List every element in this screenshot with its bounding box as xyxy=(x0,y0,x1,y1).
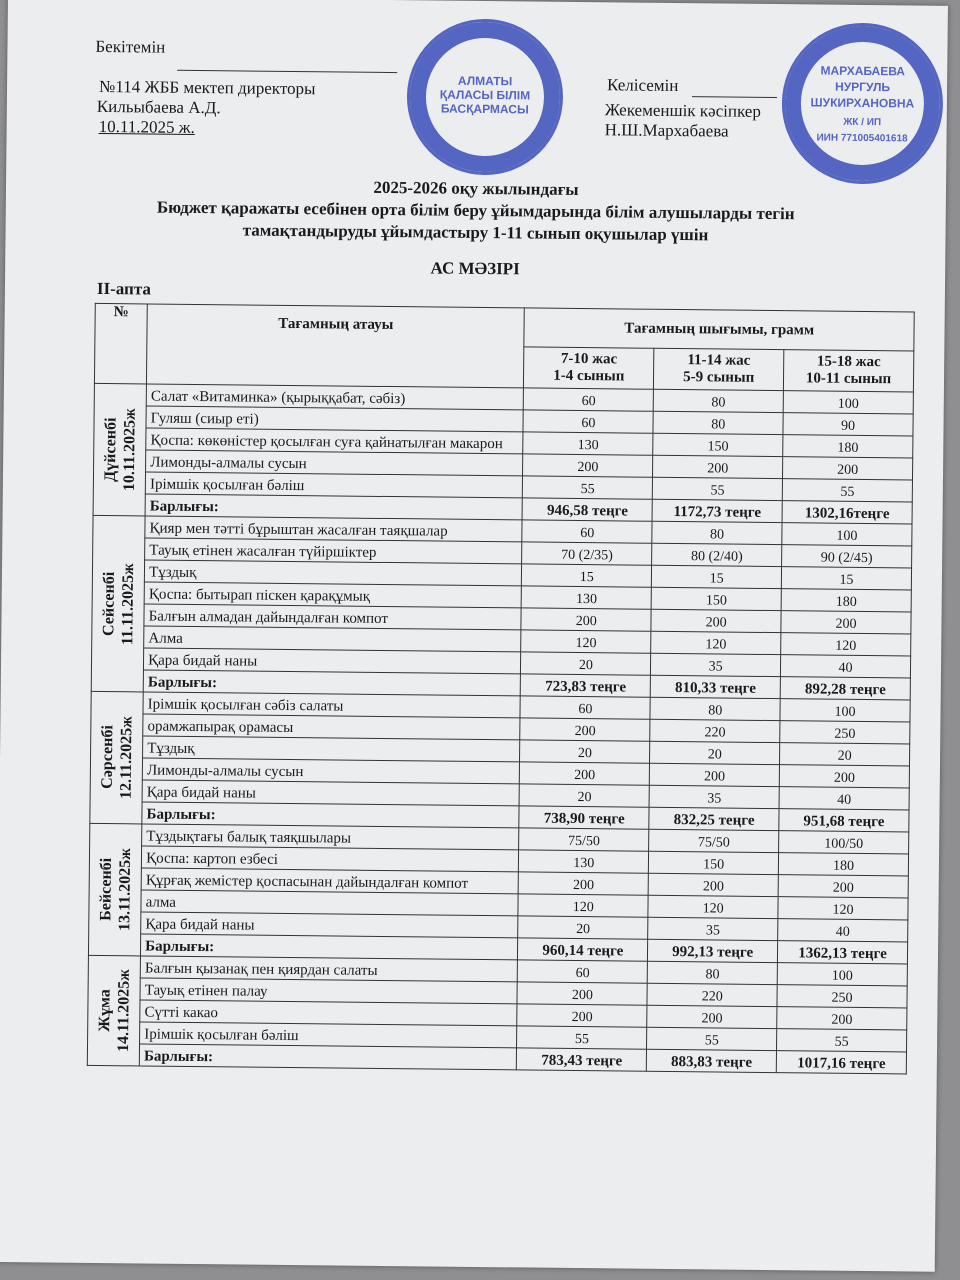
total-cost: 892,28 теңге xyxy=(780,677,910,700)
age-range: 11-14 жас xyxy=(687,352,751,369)
stamp-text: МАРХАБАЕВА xyxy=(820,63,906,79)
dish-yield: 150 xyxy=(649,851,779,874)
dish-yield: 250 xyxy=(777,985,907,1008)
total-cost: 960,14 теңге xyxy=(518,938,648,961)
dish-yield: 15 xyxy=(781,567,911,590)
agree-name: Н.Ш.Мархабаева xyxy=(604,120,729,141)
dish-yield: 200 xyxy=(647,1005,777,1028)
grade-range: 10-11 сынып xyxy=(805,370,892,388)
age-group-header xyxy=(654,348,784,390)
dish-name: Салат «Витаминка» (қырыққабат, сәбіз) xyxy=(146,384,523,410)
dish-yield: 100 xyxy=(782,523,912,546)
dish-name: Лимонды-алмалы сусын xyxy=(146,450,523,476)
total-label: Барлығы: xyxy=(142,802,519,828)
day-cell xyxy=(87,955,140,1066)
dish-yield: 120 xyxy=(521,630,651,653)
dish-yield: 90 (2/45) xyxy=(782,545,912,568)
day-cell xyxy=(93,383,147,516)
day-cell xyxy=(91,515,145,692)
dish-yield: 200 xyxy=(648,873,778,896)
dish-name: Балғын алмадан дайындалған компот xyxy=(144,604,521,630)
grade-range: 1-4 сынып xyxy=(553,367,625,385)
dish-yield: 55 xyxy=(523,476,653,499)
dish-name: Ірімшік қосылған бәліш xyxy=(140,1022,517,1048)
school-stamp xyxy=(406,18,564,176)
dish-yield: 180 xyxy=(781,589,911,612)
day-name: Бейсенбі xyxy=(96,858,115,922)
dish-name: Тұздық xyxy=(143,736,520,762)
heading-year: 2025-2026 оқу жылындағы xyxy=(373,177,579,199)
dish-yield: 60 xyxy=(523,410,653,433)
dish-name: Қара бидай наны xyxy=(141,912,518,938)
dish-yield: 200 xyxy=(520,718,650,741)
dish-yield: 35 xyxy=(651,653,781,676)
col-dish-name: Тағамның атауы xyxy=(147,304,525,388)
total-cost: 951,68 теңге xyxy=(779,809,909,832)
dish-name: Тауық етінен палау xyxy=(140,978,517,1004)
dish-yield: 200 xyxy=(523,454,653,477)
dish-yield: 150 xyxy=(653,433,783,456)
dish-name: Қара бидай наны xyxy=(144,648,521,674)
dish-yield: 55 xyxy=(517,1026,647,1049)
day-date: 14.11.2025ж xyxy=(114,969,133,1053)
signature-line xyxy=(692,96,777,98)
heading-line2: тамақтандыруды ұйымдастыру 1-11 сынып оқушылар үшін xyxy=(242,220,709,245)
dish-yield: 75/50 xyxy=(649,829,779,852)
dish-name: Қоспа: картоп езбесі xyxy=(142,846,519,872)
dish-name: Лимонды-алмалы сусын xyxy=(142,758,519,784)
dish-yield: 15 xyxy=(652,565,782,588)
dish-name: Қоспа: бытырап піскен қарақұмық xyxy=(144,582,521,608)
dish-name: Алма xyxy=(144,626,521,652)
dish-yield: 100/50 xyxy=(779,831,909,854)
dish-yield: 75/50 xyxy=(519,828,649,851)
week-label: ІІ-апта xyxy=(96,278,152,299)
stamp-text: ИИН 771005401618 xyxy=(816,132,908,145)
dish-yield: 80 xyxy=(647,961,777,984)
dish-yield: 35 xyxy=(648,917,778,940)
dish-yield: 200 xyxy=(778,875,908,898)
dish-yield: 90 xyxy=(783,413,913,436)
day-cell xyxy=(88,823,142,956)
total-cost: 1017,16 теңге xyxy=(776,1051,906,1074)
dish-name: Ірімшік қосылған бәліш xyxy=(145,472,522,498)
day-name: Жұма xyxy=(95,989,114,1032)
dish-yield: 200 xyxy=(519,872,649,895)
age-range: 15-18 жас xyxy=(816,353,881,371)
dish-yield: 200 xyxy=(517,982,647,1005)
stamp-text: ЖК / ИП xyxy=(843,116,882,129)
dish-yield: 20 xyxy=(518,916,648,939)
dish-name: Құрғақ жемістер қоспасынан дайындалған компот xyxy=(141,868,518,894)
day-date: 11.11.2025ж xyxy=(118,562,137,645)
day-date: 12.11.2025ж xyxy=(117,716,136,800)
age-group-header xyxy=(784,350,914,392)
total-cost: 783,43 теңге xyxy=(517,1048,647,1071)
total-cost: 738,90 теңге xyxy=(519,806,649,829)
approve-date: 10.11.2025 ж. xyxy=(98,116,195,137)
dish-yield: 40 xyxy=(778,919,908,942)
menu-table xyxy=(87,303,915,1075)
dish-yield: 40 xyxy=(781,655,911,678)
dish-yield: 70 (2/35) xyxy=(522,542,652,565)
dish-yield: 200 xyxy=(783,457,913,480)
approve-label: Бекітемін xyxy=(95,36,166,57)
approver-name: Кильыбаева А.Д. xyxy=(96,96,221,118)
dish-name: Тұздық xyxy=(145,560,522,586)
dish-yield: 35 xyxy=(649,785,779,808)
dish-yield: 60 xyxy=(522,520,652,543)
dish-yield: 200 xyxy=(517,1004,647,1027)
dish-yield: 20 xyxy=(521,652,651,675)
dish-yield: 120 xyxy=(651,631,781,654)
col-number: № xyxy=(94,303,147,384)
total-cost: 1302,16теңге xyxy=(782,501,912,524)
dish-name: Тұздықтағы балық таяқшылары xyxy=(142,824,519,850)
age-range: 7-10 жас xyxy=(560,350,618,368)
menu-title: АС МӘЗІРІ xyxy=(430,258,520,279)
dish-yield: 80 xyxy=(650,697,780,720)
dish-yield: 100 xyxy=(777,963,907,986)
total-cost: 883,83 теңге xyxy=(647,1049,777,1072)
stamp-text: ШУКИРХАНОВНА xyxy=(810,95,915,111)
day-name: Сәрсенбі xyxy=(98,725,116,790)
dish-yield: 55 xyxy=(647,1027,777,1050)
day-name: Дүйсенбі xyxy=(101,417,120,482)
dish-yield: 200 xyxy=(521,608,651,631)
dish-yield: 220 xyxy=(647,983,777,1006)
dish-yield: 130 xyxy=(523,432,653,455)
day-date: 13.11.2025ж xyxy=(115,848,134,932)
dish-yield: 80 xyxy=(653,411,783,434)
total-label: Барлығы: xyxy=(145,494,522,520)
entrepreneur-stamp xyxy=(781,22,944,185)
dish-yield: 80 (2/40) xyxy=(652,543,782,566)
dish-yield: 120 xyxy=(781,633,911,656)
dish-yield: 60 xyxy=(518,960,648,983)
dish-yield: 200 xyxy=(777,1007,907,1030)
approver-position: №114 ЖББ мектеп директоры xyxy=(98,76,316,99)
signature-line xyxy=(177,70,397,73)
dish-yield: 200 xyxy=(781,611,911,634)
dish-name: Ірімшік қосылған сәбіз салаты xyxy=(143,692,520,718)
total-label: Барлығы: xyxy=(143,670,520,696)
dish-name: Қоспа: көкөністер қосылған суға қайнатылған макарон xyxy=(146,428,523,454)
age-group-header xyxy=(524,347,654,389)
dish-yield: 20 xyxy=(520,740,650,763)
total-cost: 1362,13 теңге xyxy=(778,941,908,964)
total-cost: 1172,73 теңге xyxy=(652,499,782,522)
dish-yield: 120 xyxy=(778,897,908,920)
dish-yield: 80 xyxy=(653,389,783,412)
dish-yield: 60 xyxy=(520,696,650,719)
dish-yield: 220 xyxy=(650,719,780,742)
dish-name: Тауық етінен жасалған түйіршіктер xyxy=(145,538,522,564)
dish-yield: 120 xyxy=(518,894,648,917)
dish-name: алма xyxy=(141,890,518,916)
dish-yield: 55 xyxy=(782,479,912,502)
dish-yield: 200 xyxy=(520,762,650,785)
dish-yield: 20 xyxy=(780,743,910,766)
dish-yield: 120 xyxy=(648,895,778,918)
dish-yield: 15 xyxy=(522,564,652,587)
total-cost: 832,25 теңге xyxy=(649,807,779,830)
dish-yield: 60 xyxy=(524,388,654,411)
dish-yield: 130 xyxy=(522,586,652,609)
total-cost: 723,83 теңге xyxy=(521,674,651,697)
dish-name: Гуляш (сиыр еті) xyxy=(146,406,523,432)
dish-name: Балғын қызанақ пен қиярдан салаты xyxy=(140,956,517,982)
total-cost: 810,33 теңге xyxy=(650,675,780,698)
dish-yield: 40 xyxy=(779,787,909,810)
agree-position: Жекеменшік кәсіпкер xyxy=(604,100,762,121)
dish-yield: 130 xyxy=(519,850,649,873)
stamp-text: НУРГУЛЬ xyxy=(835,79,891,95)
dish-yield: 200 xyxy=(653,455,783,478)
dish-yield: 20 xyxy=(650,741,780,764)
stamp-text: АЛМАТЫ ҚАЛАСЫ БІЛІМ БАСҚАРМАСЫ xyxy=(439,73,531,117)
dish-name: орамжапырақ орамасы xyxy=(143,714,520,740)
dish-name: Қияр мен тәтті бұрыштан жасалған таяқшалар xyxy=(145,516,522,542)
day-cell xyxy=(90,691,144,824)
dish-yield: 80 xyxy=(652,521,782,544)
heading-line1: Бюджет қаражаты есебінен орта білім беру ұйымдарында білім алушыларды тегін xyxy=(156,197,795,224)
total-label: Барлығы: xyxy=(141,934,518,960)
grade-range: 5-9 сынып xyxy=(683,369,755,386)
dish-yield: 180 xyxy=(778,853,908,876)
dish-yield: 20 xyxy=(519,784,649,807)
dish-name: Қара бидай наны xyxy=(142,780,519,806)
dish-yield: 150 xyxy=(651,587,781,610)
dish-yield: 200 xyxy=(650,763,780,786)
dish-yield: 55 xyxy=(653,477,783,500)
day-name: Сейсенбі xyxy=(99,571,118,636)
agree-label: Келісемін xyxy=(607,75,679,96)
dish-yield: 200 xyxy=(651,609,781,632)
dish-yield: 55 xyxy=(777,1029,907,1052)
col-yield: Тағамның шығымы, грамм xyxy=(524,308,914,351)
dish-yield: 200 xyxy=(779,765,909,788)
total-cost: 992,13 теңге xyxy=(648,939,778,962)
day-date: 10.11.2025ж xyxy=(120,408,139,492)
dish-yield: 100 xyxy=(783,391,913,414)
total-label: Барлығы: xyxy=(139,1044,516,1070)
dish-yield: 250 xyxy=(780,721,910,744)
total-cost: 946,58 теңге xyxy=(522,498,652,521)
dish-name: Сүтті какао xyxy=(140,1000,517,1026)
dish-yield: 100 xyxy=(780,699,910,722)
dish-yield: 180 xyxy=(783,435,913,458)
